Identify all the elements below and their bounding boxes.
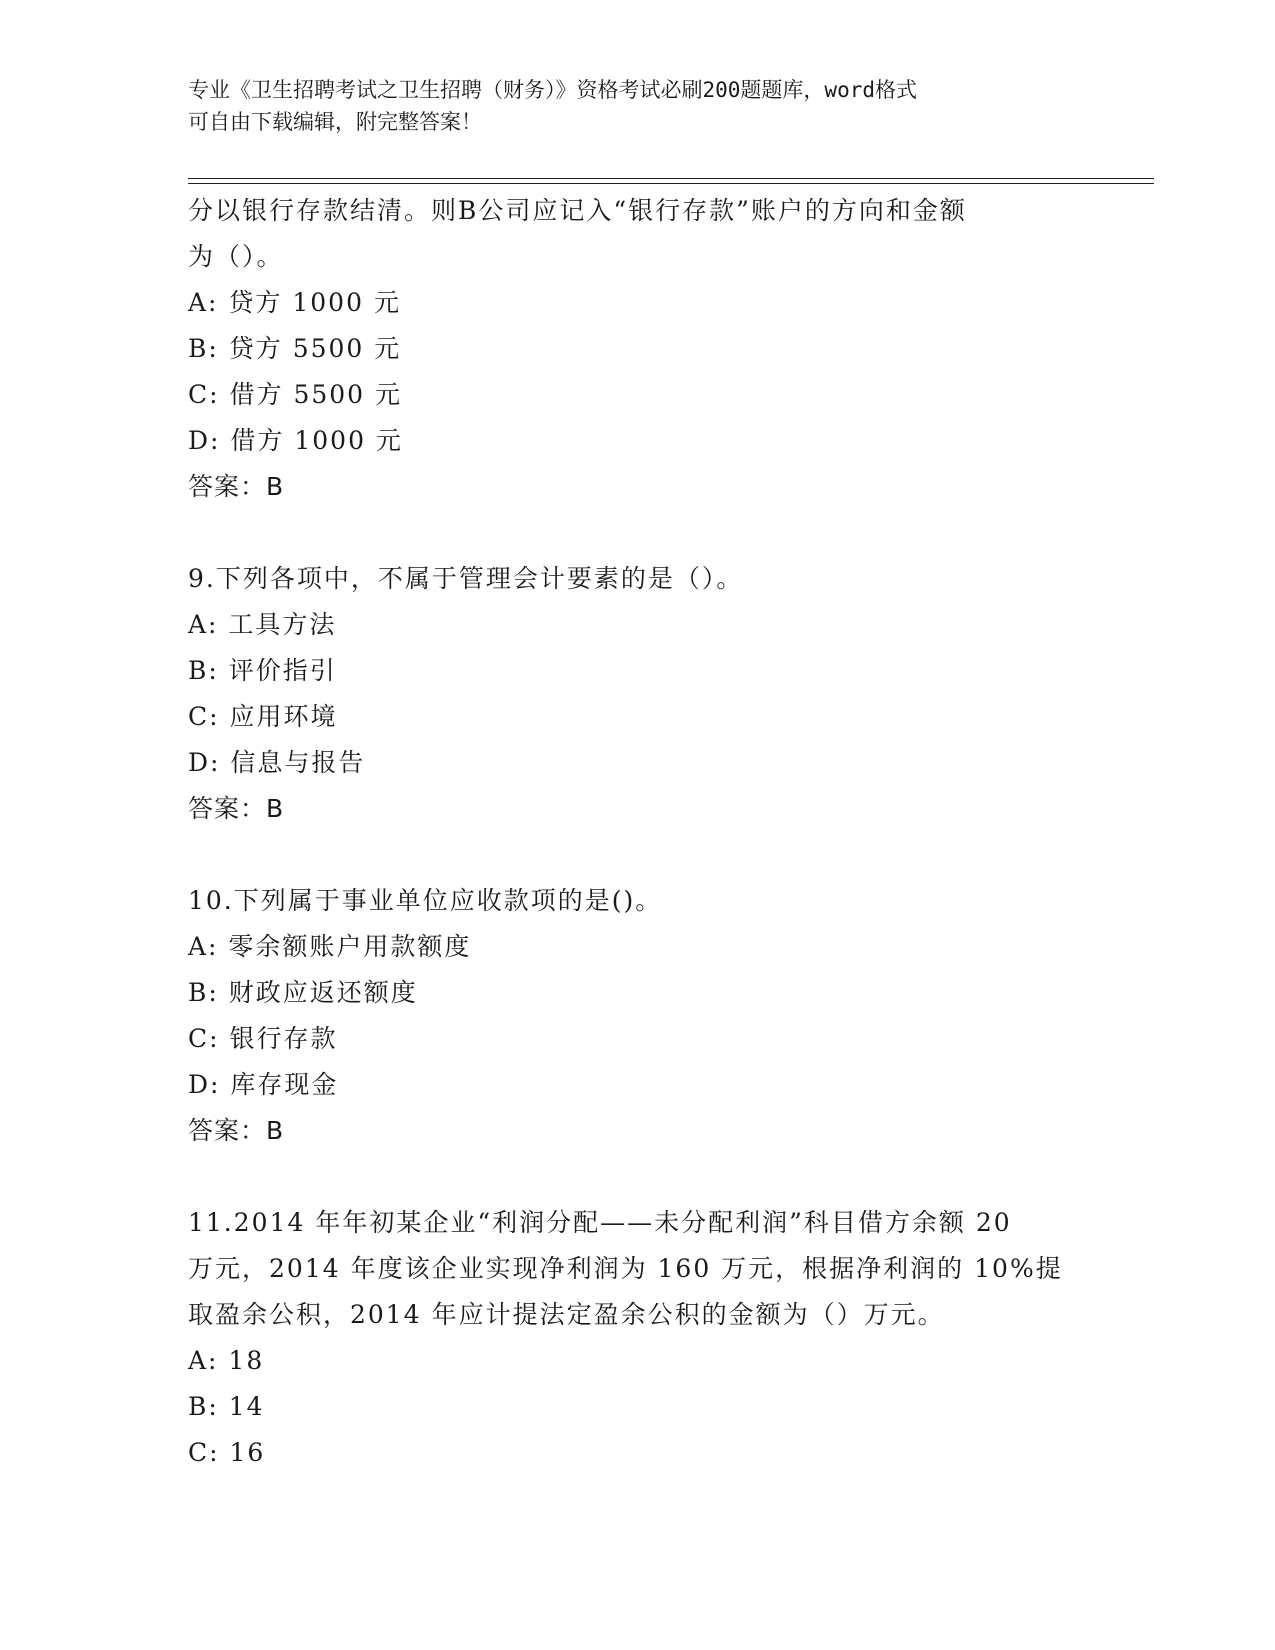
question-text: 取盈余公积，2014 年应计提法定盈余公积的金额为（）万元。 [188, 1300, 945, 1329]
option-c: C: 应用环境 [188, 702, 338, 731]
question-text: 11.2014 年年初某企业“利润分配——未分配利润”科目借方余额 20 [188, 1208, 1012, 1237]
question-text: 10.下列属于事业单位应收款项的是()。 [188, 886, 663, 915]
option-c: C: 银行存款 [188, 1024, 338, 1053]
option-d: D: 信息与报告 [188, 748, 366, 777]
question-content [188, 188, 1088, 1476]
question-10 [188, 878, 1088, 1154]
question-8 [188, 188, 1088, 510]
option-b: B: 14 [188, 1392, 265, 1421]
option-d: D: 库存现金 [188, 1070, 339, 1099]
answer: 答案：B [188, 794, 285, 823]
question-text: 分以银行存款结清。则B公司应记入“银行存款”账户的方向和金额 [188, 196, 967, 225]
question-text: 万元，2014 年度该企业实现净利润为 160 万元，根据净利润的 10%提 [188, 1254, 1063, 1283]
option-a: A: 零余额账户用款额度 [188, 932, 472, 961]
option-a: A: 贷方 1000 元 [188, 288, 401, 317]
page-header [188, 74, 1068, 138]
header-line-1: 专业《卫生招聘考试之卫生招聘（财务）》资格考试必刷200题题库，word格式 [188, 78, 917, 102]
option-d: D: 借方 1000 元 [188, 426, 403, 455]
option-c: C: 16 [188, 1438, 266, 1467]
header-divider-top [188, 178, 1154, 179]
header-divider-bottom [188, 183, 1154, 184]
option-a: A: 18 [188, 1346, 265, 1375]
option-c: C: 借方 5500 元 [188, 380, 403, 409]
question-text: 为（）。 [188, 242, 284, 271]
option-b: B: 贷方 5500 元 [188, 334, 402, 363]
option-b: B: 评价指引 [188, 656, 337, 685]
answer: 答案：B [188, 1116, 285, 1145]
question-11 [188, 1200, 1088, 1476]
question-text: 9.下列各项中，不属于管理会计要素的是（）。 [188, 564, 744, 593]
header-line-2: 可自由下载编辑，附完整答案！ [188, 110, 482, 134]
question-9 [188, 556, 1088, 832]
option-b: B: 财政应返还额度 [188, 978, 418, 1007]
option-a: A: 工具方法 [188, 610, 337, 639]
answer: 答案：B [188, 472, 285, 501]
